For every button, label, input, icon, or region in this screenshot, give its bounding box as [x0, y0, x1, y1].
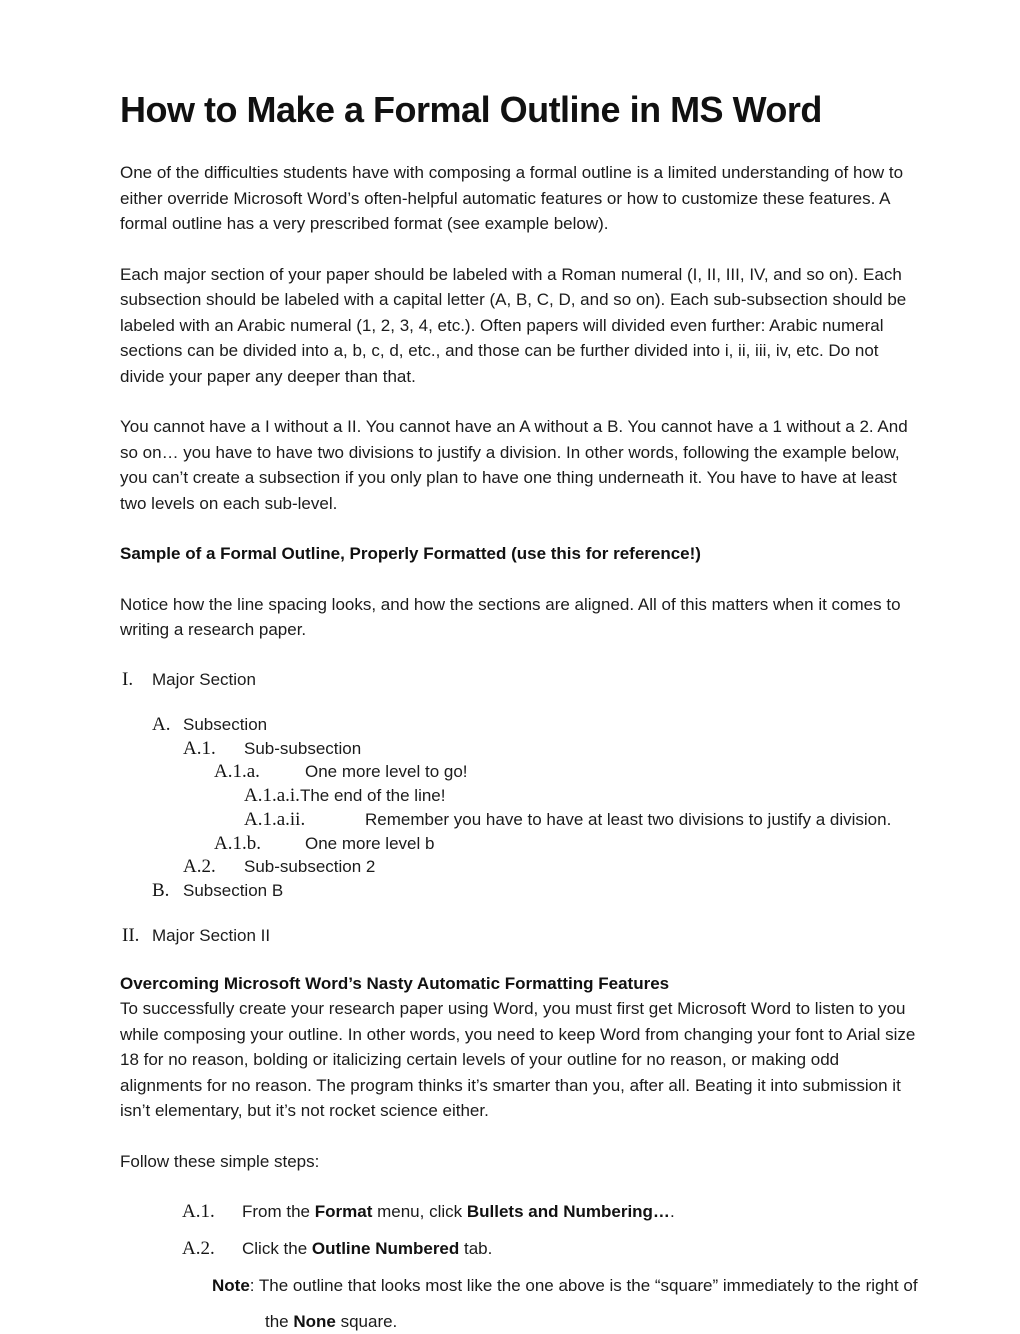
step-label: A.2. — [182, 1238, 215, 1259]
outline-item — [214, 760, 924, 784]
step-item — [182, 1236, 924, 1261]
intro-paragraph-1: One of the difficulties students have with composing a formal outline is a limited understanding of how to either override Microsoft Word’s often-helpful automatic features or how to customize these features. A formal outline has a very prescribed format (see example below). — [120, 163, 904, 233]
outline-text: Subsection — [183, 715, 268, 734]
overcoming-paragraph: To successfully create your research paper using Word, you must first get Microsoft Word to listen to you while composing your outline. In other words, you need to keep Word from changing your font to Arial size 18 for no reason, bolding or italicizing certain levels of your outline for no reason, or making odd alignments for no reason. The program thinks it’s smarter than you, after all. Beating it into submission it isn’t elementary, but it’s not rocket science either. — [120, 999, 916, 1120]
outline-label: A.1.a. — [214, 761, 260, 782]
outline-label: B. — [152, 879, 170, 901]
outline-label: A.1. — [183, 737, 216, 759]
steps-list — [120, 1199, 924, 1334]
outline-text: Remember you have to have at least two divisions to justify a division. — [365, 810, 892, 829]
sample-outline — [120, 668, 924, 948]
outline-label: II. — [122, 925, 140, 946]
outline-text: Sub-subsection — [244, 738, 362, 758]
outline-text: One more level to go! — [305, 762, 468, 781]
outline-text: Major Section — [152, 669, 256, 689]
outline-item — [244, 784, 924, 809]
outline-label: A.2. — [183, 856, 216, 877]
note-line-2: the None square. — [265, 1312, 398, 1331]
follow-steps-line: Follow these simple steps: — [120, 1151, 320, 1171]
step-item — [182, 1199, 924, 1224]
overcoming-heading: Overcoming Microsoft Word’s Nasty Automatic Formatting Features — [120, 973, 670, 993]
outline-item — [214, 832, 924, 856]
outline-item — [244, 808, 924, 832]
step-text: Click the Outline Numbered tab. — [242, 1239, 493, 1258]
outline-text: One more level b — [305, 833, 435, 853]
step-label: A.1. — [182, 1201, 215, 1222]
outline-label: I. — [122, 668, 134, 690]
outline-text: Subsection B — [183, 880, 284, 900]
outline-label: A.1.a.ii. — [244, 809, 306, 830]
outline-item — [122, 668, 924, 692]
outline-text: Major Section II — [152, 926, 271, 945]
outline-label: A.1.a.i. — [244, 784, 300, 806]
sample-intro: Notice how the line spacing looks, and how the sections are aligned. All of this matters when it comes to writing a research paper. — [120, 594, 901, 639]
outline-item — [183, 855, 924, 879]
sample-heading: Sample of a Formal Outline, Properly Formatted (use this for reference!) — [120, 544, 701, 563]
outline-item — [183, 737, 924, 761]
outline-label: A.1.b. — [214, 832, 261, 854]
outline-item — [152, 713, 924, 737]
outline-text: Sub-subsection 2 — [244, 857, 376, 876]
outline-item — [152, 879, 924, 903]
outline-label: A. — [152, 714, 171, 735]
outline-item — [122, 924, 924, 948]
intro-paragraph-3: You cannot have a I without a II. You cannot have an A without a B. You cannot have a 1 without a 2. And so on… you have to have two divisions to justify a division. In other words, following the example below, you can’t create a subsection if you only plan to have one thing underneath it. You have to have at least two levels on each sub-level. — [120, 417, 908, 513]
step-text: From the Format menu, click Bullets and Numbering…. — [242, 1202, 675, 1221]
page-title: How to Make a Formal Outline in MS Word — [120, 89, 822, 130]
note-line-1: Note: The outline that looks most like the one above is the “square” immediately to the right of — [212, 1276, 918, 1295]
outline-text: The end of the line! — [299, 785, 446, 805]
intro-paragraph-2: Each major section of your paper should be labeled with a Roman numeral (I, II, III, IV, and so on). Each subsection should be labeled with a capital letter (A, B, C, D, and so on). Each sub-subsection should be labeled with an Arabic numeral (1, 2, 3, 4, etc.). Often papers will divided even further: Arabic numeral sections can be divided into a, b, c, d, etc., and those can be further divided into i, ii, iii, iv, etc. Do not divide your paper any deeper than that. — [120, 264, 907, 386]
